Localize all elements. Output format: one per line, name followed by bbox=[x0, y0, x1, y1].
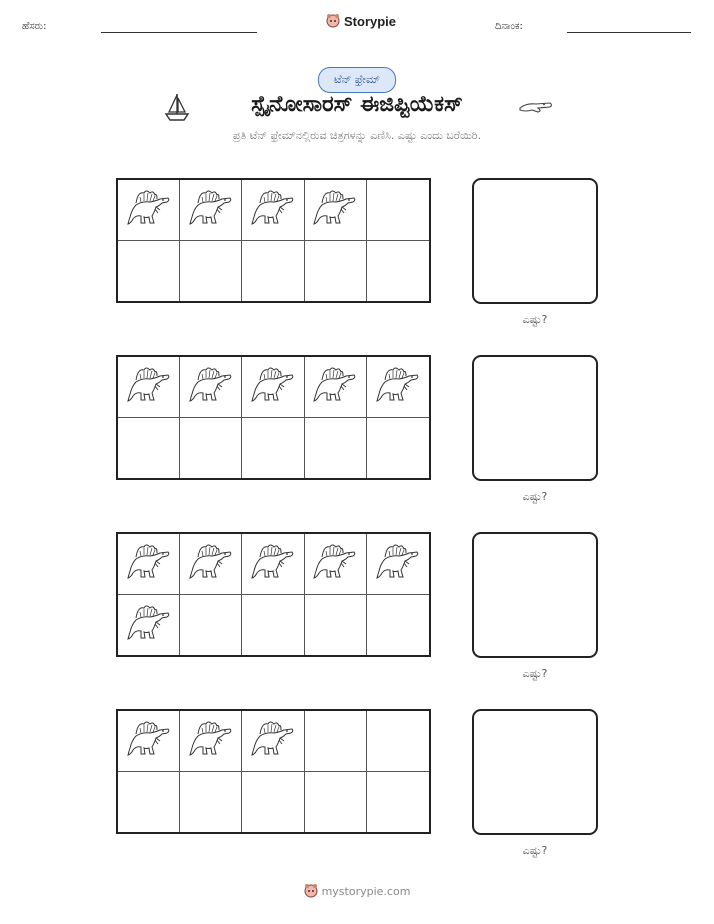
crocodile-icon bbox=[518, 98, 554, 116]
spinosaurus-icon bbox=[188, 541, 234, 587]
frame-cell bbox=[180, 595, 242, 656]
frame-cell bbox=[242, 711, 304, 772]
frame-cell bbox=[242, 418, 304, 479]
ten-frame-4 bbox=[116, 709, 431, 834]
ten-frame-3 bbox=[116, 532, 431, 657]
frame-cell bbox=[367, 595, 429, 656]
frame-cell bbox=[305, 180, 367, 241]
frame-cell bbox=[118, 595, 180, 656]
frame-cell bbox=[305, 241, 367, 302]
spinosaurus-icon bbox=[375, 541, 421, 587]
frame-cell bbox=[367, 357, 429, 418]
frame-cell bbox=[242, 241, 304, 302]
spinosaurus-icon bbox=[250, 541, 296, 587]
spinosaurus-icon bbox=[312, 541, 358, 587]
spinosaurus-icon bbox=[250, 187, 296, 233]
name-line bbox=[101, 32, 257, 33]
title-row bbox=[0, 92, 714, 126]
frame-cell bbox=[118, 418, 180, 479]
frame-cell bbox=[180, 534, 242, 595]
ten-frame-1 bbox=[116, 178, 431, 303]
frame-cell bbox=[367, 772, 429, 833]
frame-cell bbox=[118, 772, 180, 833]
frame-cell bbox=[242, 595, 304, 656]
frame-cell bbox=[367, 241, 429, 302]
spinosaurus-icon bbox=[188, 187, 234, 233]
storypie-logo-icon bbox=[326, 13, 340, 29]
brand bbox=[326, 13, 396, 29]
frame-cell bbox=[242, 180, 304, 241]
spinosaurus-icon bbox=[250, 718, 296, 764]
storypie-footer-logo-icon bbox=[304, 883, 318, 899]
spinosaurus-icon bbox=[188, 718, 234, 764]
answer-box-1[interactable] bbox=[472, 178, 598, 304]
frame-cell bbox=[118, 180, 180, 241]
frame-cell bbox=[118, 534, 180, 595]
sailboat-icon bbox=[163, 92, 191, 122]
frame-cell bbox=[305, 711, 367, 772]
frame-cell bbox=[180, 772, 242, 833]
frame-cell bbox=[305, 418, 367, 479]
instructions: ಪ್ರತಿ ಟೆನ್ ಫ್ರೇಮ್‌ನಲ್ಲಿರುವ ಚಿತ್ರಗಳನ್ನು ಎಣಿಸಿ. ಎಷ್ಟು ಎಂದು ಬರೆಯಿರಿ. bbox=[232, 129, 482, 142]
how-many-label-1: ಎಷ್ಟು? bbox=[522, 313, 548, 326]
date-line bbox=[567, 32, 691, 33]
ten-frame-2 bbox=[116, 355, 431, 480]
spinosaurus-icon bbox=[126, 602, 172, 648]
frame-cell bbox=[367, 534, 429, 595]
how-many-label-2: ಎಷ್ಟು? bbox=[522, 490, 548, 503]
answer-box-2[interactable] bbox=[472, 355, 598, 481]
how-many-label-4: ಎಷ್ಟು? bbox=[522, 844, 548, 857]
spinosaurus-icon bbox=[250, 364, 296, 410]
frame-cell bbox=[242, 534, 304, 595]
frame-cell bbox=[180, 418, 242, 479]
frame-cell bbox=[118, 711, 180, 772]
spinosaurus-icon bbox=[126, 187, 172, 233]
frame-cell bbox=[180, 180, 242, 241]
spinosaurus-icon bbox=[126, 364, 172, 410]
frame-cell bbox=[242, 772, 304, 833]
answer-box-4[interactable] bbox=[472, 709, 598, 835]
footer-url: mystorypie.com bbox=[321, 884, 411, 898]
date-label: ದಿನಾಂಕ: bbox=[495, 21, 523, 32]
frame-cell bbox=[118, 241, 180, 302]
ten-frame-badge: ಟೆನ್ ಫ್ರೇಮ್ bbox=[318, 67, 396, 93]
spinosaurus-icon bbox=[126, 718, 172, 764]
frame-cell bbox=[180, 241, 242, 302]
frame-cell bbox=[118, 357, 180, 418]
how-many-label-3: ಎಷ್ಟು? bbox=[522, 667, 548, 680]
footer bbox=[0, 883, 714, 899]
frame-cell bbox=[180, 711, 242, 772]
frame-cell bbox=[242, 357, 304, 418]
spinosaurus-icon bbox=[312, 187, 358, 233]
brand-name: Storypie bbox=[344, 13, 397, 29]
answer-box-3[interactable] bbox=[472, 532, 598, 658]
spinosaurus-icon bbox=[126, 541, 172, 587]
frame-cell bbox=[305, 534, 367, 595]
frame-cell bbox=[305, 772, 367, 833]
spinosaurus-icon bbox=[312, 364, 358, 410]
frame-cell bbox=[305, 357, 367, 418]
name-label: ಹೆಸರು: bbox=[22, 21, 47, 32]
spinosaurus-icon bbox=[188, 364, 234, 410]
frame-cell bbox=[367, 711, 429, 772]
frame-cell bbox=[180, 357, 242, 418]
frame-cell bbox=[305, 595, 367, 656]
page-title: ಸ್ಪೈನೋಸಾರಸ್ ಈಜಿಪ್ಟಿಯೆಕಸ್ bbox=[251, 92, 463, 117]
spinosaurus-icon bbox=[375, 364, 421, 410]
frame-cell bbox=[367, 418, 429, 479]
frame-cell bbox=[367, 180, 429, 241]
